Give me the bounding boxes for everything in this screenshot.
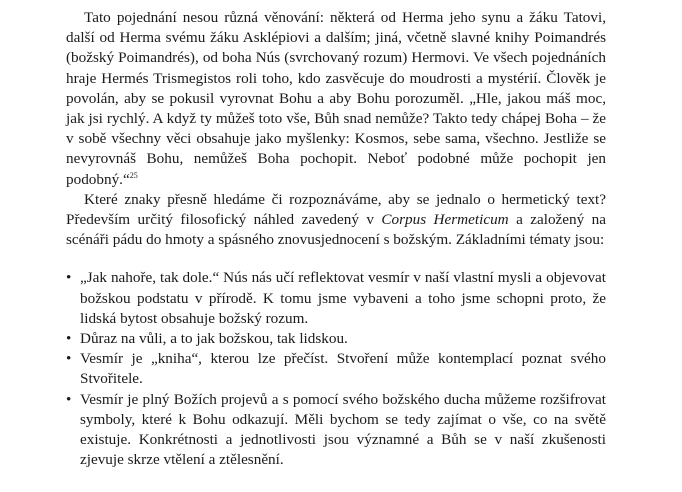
corpus-hermeticum-title: Corpus Hermeticum [381,211,509,229]
list-item-text: Důraz na vůli, a to jak božskou, tak lidskou. [80,330,348,348]
paragraph-hermetic-signs [66,190,606,251]
list-item [66,329,606,349]
list-item-text: „Jak nahoře, tak dole.“ Nús nás učí reflektovat vesmír v naší vlastní mysli a objevovat božskou podstatu v přírodě. K tomu jsme vybaveni a toho jsme schopni proto, že lidská bytost obsahuje božský rozum. [80,269,606,327]
document-page [66,0,606,470]
bullet-icon: • [66,390,72,408]
list-item [66,268,606,329]
themes-list [66,268,606,470]
list-item [66,390,606,471]
bullet-icon: • [66,350,72,368]
paragraph-hermetic-signs-text-end: a založený na scénáři pádu do hmoty a spásného znovusjednocení s božským. Základními tématy jsou: [66,211,606,249]
paragraph-dedications [66,8,606,190]
list-item-text: Vesmír je plný Božích projevů a s pomocí svého božského ducha můžeme rozšifrovat symboly, které k Bohu odkazují. Měli bychom se tedy zajímat o vše, co na světě existuje. Konkrétnosti a jednotlivosti jsou významné a Bůh se v naší zkušenosti zjevuje skrze vtělení a ztělesnění. [80,390,606,469]
clipped-previous-line [66,0,606,8]
bullet-icon: • [66,330,72,348]
list-item [66,349,606,389]
bullet-icon: • [66,269,72,287]
list-item-text: Vesmír je „kniha“, kterou lze přečíst. Stvoření může kontemplací poznat svého Stvořitele. [80,350,606,388]
paragraph-spacer [66,250,606,268]
paragraph-dedications-text: Tato pojednání nesou různá věnování: některá od Herma jeho synu a žáku Tatovi, další od Herma svému žáku Asklépiovi a dalším; jiná, včetně slavné knihy Poimandrés (božský Poimandrés), od boha Nús (svrchovaný rozum) Hermovi. Ve všech pojednáních hraje Hermés Trismegistos roli toho, kdo zasvěcuje do moudrosti a mystérií. Člověk je povolán, aby se pokusil vyrovnat Bohu a aby Bohu porozuměl. „Hle, jakou máš moc, jak jsi rychlý. A když ty můžeš toto vše, Bůh snad nemůže? Takto tedy chápej Boha – že v sobě všechny věci obsahuje jako myšlenky: Kosmos, sebe sama, všechno. Jestliže se nevyrovnáš Bohu, nemůžeš Boha pochopit. Neboť podobné může pochopit jen podobný.“ [66,9,606,188]
footnote-marker: 25 [129,170,138,180]
paragraph-hermetic-signs-text-start: Které znaky přesně hledáme či rozpoznáváme, aby se jednalo o hermetický text? Především určitý filosofický náhled zavedený v [66,190,606,229]
